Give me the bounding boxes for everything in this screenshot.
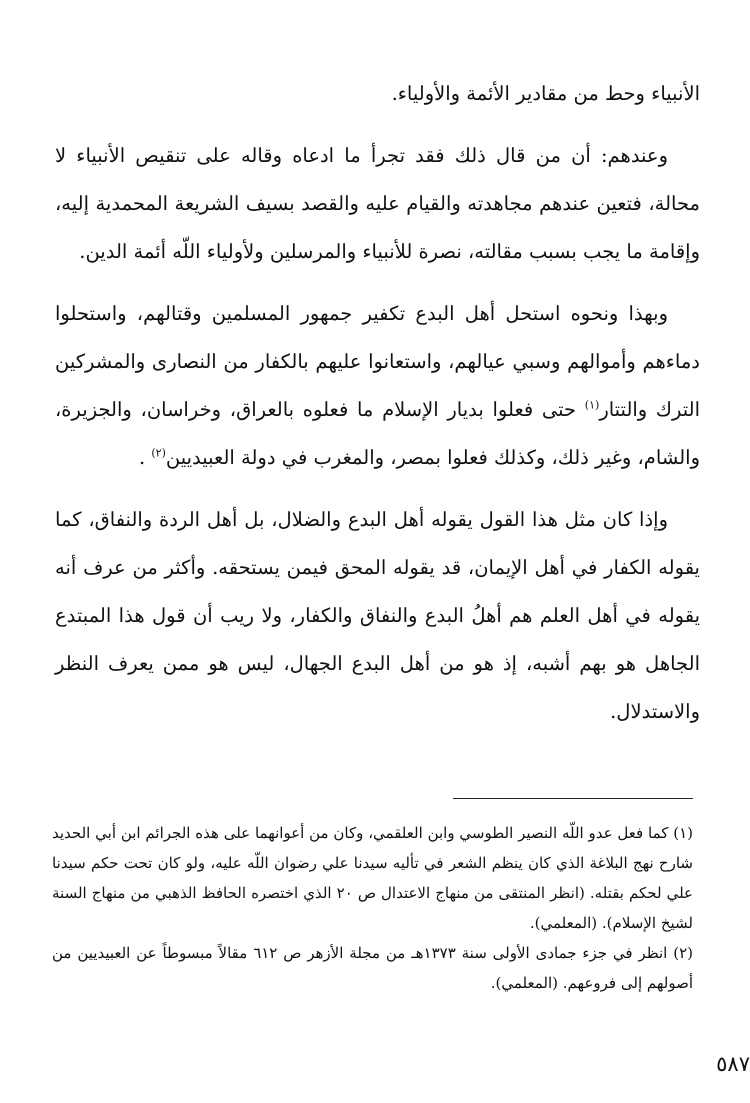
paragraph-3: [55, 290, 700, 482]
page-number: ٥٨٧: [716, 1052, 750, 1076]
footnote-separator: [453, 798, 693, 799]
footnote-ref-2[interactable]: (٢): [151, 446, 166, 460]
paragraph-continuation: الأنبياء وحط من مقادير الأئمة والأولياء.: [391, 82, 700, 105]
paragraph-3-middle: حتى فعلوا بديار الإسلام ما فعلوه بالعراق، وخراسان، والجزيرة، والشام، وغير ذلك، وكذلك فعلوا بمصر، والمغرب في دولة العبيديين: [55, 398, 700, 469]
footnotes: [52, 818, 693, 998]
paragraph-3-end: .: [138, 446, 152, 469]
paragraph-2: وعندهم: أن من قال ذلك فقد تجرأ ما ادعاه وقاله على تنقيص الأنبياء لا محالة، فتعين عندهم مجاهدته والقيام عليه والقصد بسيف الشريعة المحمدية إليه، وإقامة ما يجب بسبب مقالته، نصرة للأنبياء والمرسلين ولأولياء اللّه أئمة الدين.: [55, 144, 700, 263]
footnote-1: (١) كما فعل عدو اللّه النصير الطوسي وابن العلقمي، وكان من أعوانهما على هذه الجرائم ابن أبي الحديد شارح نهج البلاغة الذي كان ينظم الشعر في تأليه سيدنا علي رضوان اللّه عليه، ولو كان تحت حكم سيدنا علي لحكم بقتله. (انظر المنتقى من منهاج الاعتدال ص ٢٠ الذي اختصره الحافظ الذهبي من منهاج السنة لشيخ الإسلام). (المعلمي).: [52, 824, 694, 932]
footnote-2: (٢) انظر في جزء جمادى الأولى سنة ١٣٧٣هـ من مجلة الأزهر ص ٦١٢ مقالاً مبسوطاً عن العبيديين من أصولهم إلى فروعهم. (المعلمي).: [52, 944, 693, 992]
paragraph-4: وإذا كان مثل هذا القول يقوله أهل البدع والضلال، بل أهل الردة والنفاق، كما يقوله الكفار في أهل الإيمان، قد يقوله المحق فيمن يستحقه. وأكثر من عرف أنه يقوله في أهل العلم هم أهلُ البدع والنفاق والكفار، ولا ريب أن قول هذا المبتدع الجاهل هو بهم أشبه، إذ هو من أهل البدع الجهال، ليس هو ممن يعرف النظر والاستدلال.: [55, 508, 700, 723]
paragraph-3-start: وبهذا ونحوه استحل أهل البدع تكفير جمهور المسلمين وقتالهم، واستحلوا دماءهم وأموالهم وسبي عيالهم، واستعانوا عليهم بالكفار من النصارى والمشركين الترك والتتار: [55, 302, 700, 421]
footnote-ref-1[interactable]: (١): [584, 398, 600, 412]
